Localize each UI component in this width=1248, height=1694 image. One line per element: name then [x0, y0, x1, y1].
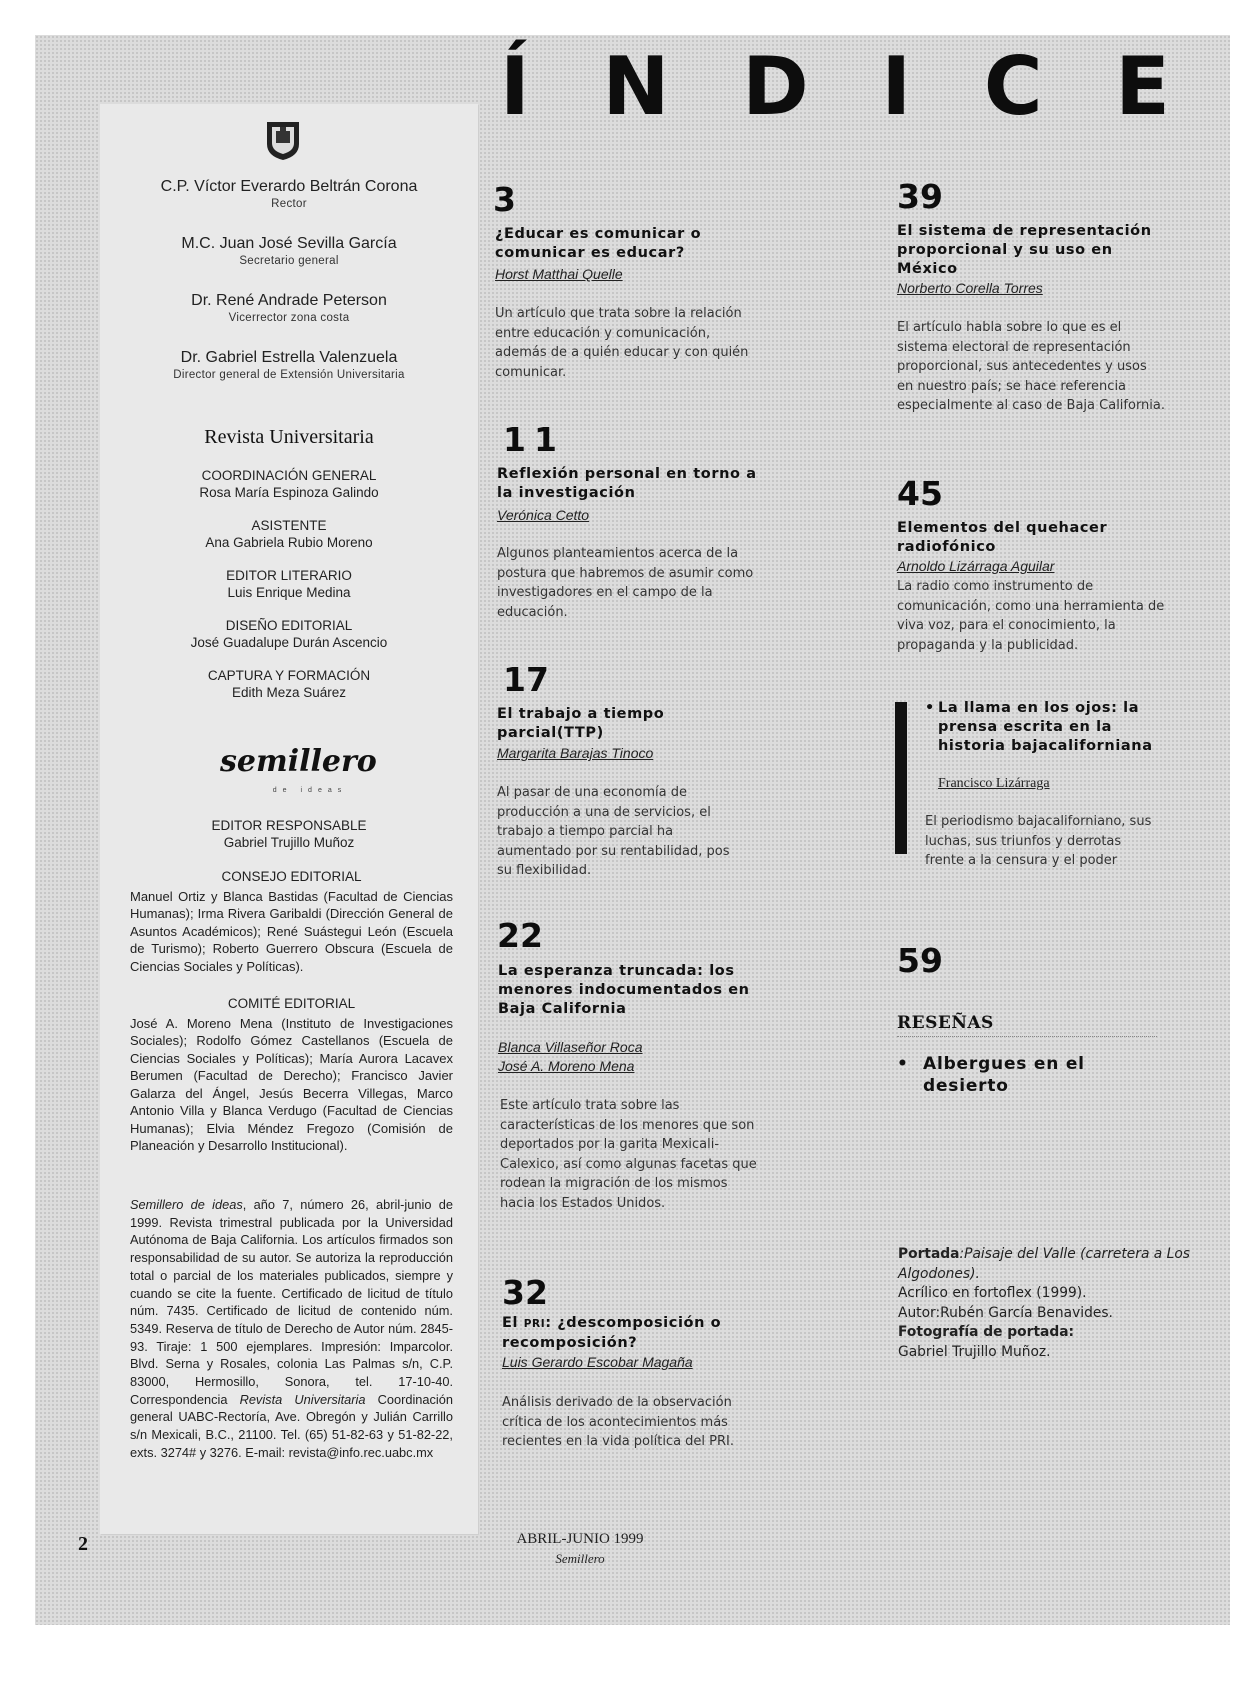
title-letter: N: [602, 40, 670, 133]
cover-medium: Acrílico en fortoflex (1999).: [898, 1285, 1087, 1301]
credit-label: ASISTENTE: [251, 518, 327, 533]
title-part-small: PRI: [523, 1318, 546, 1330]
article-description: Este artículo trata sobre las características de los menores que son deportados por la garita Mexicali-Calexico, así como algunas facetas que rodean la migración de los mismos hacia los Estados Unidos.: [500, 1098, 757, 1211]
page-number-11: 11: [503, 420, 565, 459]
article-title: El trabajo a tiempo parcial(TTP): [497, 706, 665, 741]
title-letter: C: [983, 40, 1043, 133]
semillero-logo: semillero: [220, 744, 377, 779]
title-part: El: [502, 1315, 524, 1331]
title-letter: I: [881, 40, 912, 133]
official-2: [100, 235, 478, 267]
article-author: Arnoldo Lizárraga Aguilar: [897, 558, 1055, 574]
credit-value: Ana Gabriela Rubio Moreno: [205, 535, 373, 550]
article-description: Algunos planteamientos acerca de la postura que habremos de asumir como investigadores en el campo de la educación.: [497, 546, 754, 620]
title-part: : ¿descomposición o recomposición?: [502, 1315, 722, 1351]
article-description: La radio como instrumento de comunicación, como una herramienta de viva voz, para el conocimiento, la propaganda y la publicidad.: [897, 579, 1165, 653]
official-3: [100, 292, 478, 324]
credit-value: Rosa María Espinoza Galindo: [199, 485, 379, 500]
credit-label: DISEÑO EDITORIAL: [225, 618, 353, 633]
resenas-divider: [897, 1036, 1157, 1037]
portada-text: :Paisaje del Valle (carretera a Los Algodones).: [898, 1246, 1190, 1282]
article-author: Luis Gerardo Escobar Magaña: [502, 1354, 693, 1370]
credit-label: EDITOR LITERARIO: [226, 568, 352, 583]
article-description: Un artículo que trata sobre la relación entre educación y comunicación, además de a quién educar y con quién comunicar.: [495, 306, 749, 380]
article-title: La esperanza truncada: los menores indocumentados en Baja California: [498, 963, 750, 1017]
cover-portada: [898, 1245, 1198, 1284]
editor-responsable: [100, 818, 478, 850]
index-title: [500, 40, 1170, 133]
masthead-panel: [100, 104, 478, 1534]
consejo-label: CONSEJO EDITORIAL: [221, 869, 362, 884]
official-role: Director general de Extensión Universitaria: [173, 369, 405, 381]
sidebar-accent-bar: [895, 702, 907, 854]
article-author: Francisco Lizárraga: [938, 776, 1050, 791]
article-description: Análisis derivado de la observación crítica de los acontecimientos más recientes en la vida política del PRI.: [502, 1395, 735, 1450]
credit-label: CAPTURA Y FORMACIÓN: [207, 668, 371, 683]
portada-label: Portada: [898, 1246, 960, 1262]
official-name: Dr. René Andrade Peterson: [191, 292, 387, 309]
title-letter: E: [1115, 40, 1170, 133]
official-role: Rector: [271, 198, 307, 210]
article-description: El periodismo bajacaliforniano, sus luchas, sus triunfos y derrotas frente a la censura y el poder: [925, 814, 1152, 869]
title-letter: Í: [500, 40, 530, 133]
credit-value: Luis Enrique Medina: [227, 585, 351, 600]
comite-label: COMITÉ EDITORIAL: [227, 996, 356, 1011]
page-number-32: 32: [502, 1273, 548, 1312]
foto-label: Fotografía de portada: [898, 1324, 1069, 1340]
credit-captura: [100, 668, 478, 700]
page-number-45: 45: [897, 474, 943, 513]
credit-coordinacion: [100, 468, 478, 500]
bullet: •: [897, 1054, 909, 1074]
page-number-17: 17: [503, 660, 549, 699]
credit-label: COORDINACIÓN GENERAL: [201, 468, 377, 483]
footer-date: ABRIL-JUNIO 1999: [516, 1531, 644, 1547]
bullet: •: [925, 700, 935, 716]
article-author: Horst Matthai Quelle: [495, 266, 623, 282]
credit-diseno: [100, 618, 478, 650]
consejo-text: Manuel Ortiz y Blanca Bastidas (Facultad de Ciencias Humanas); Irma Rivera Garibaldi (Dirección General de Asuntos Académicos); René Suástegui León (Escuela de Turismo); Roberto Guerrero Obscura (Escuela de Ciencias Sociales y Políticas).: [130, 888, 453, 974]
footer-logo: Semillero: [555, 1551, 605, 1566]
credit-value: Edith Meza Suárez: [231, 685, 347, 700]
page-number-3: 3: [493, 180, 516, 219]
official-role: Vicerrector zona costa: [228, 312, 350, 324]
comite-text: José A. Moreno Mena (Instituto de Investigaciones Sociales); Rodolfo Gómez Castellanos (Escuela de Ciencias Sociales y Políticas); María Aurora Lacavex Berumen (Facultad de Derecho); Francisco Javier Galarza del Ángel, Jesús Becerra Villegas, Marco Antonio Villa y Blanca Verdugo (Facultad de Ciencias Humanas); Elvia Méndez Fregozo (Comisión de Planeación y Desarrollo Institucional).: [130, 1015, 453, 1153]
university-seal-icon: [263, 118, 303, 162]
article-author: Verónica Cetto: [497, 507, 590, 523]
article-author: Blanca Villaseñor Roca: [498, 1039, 643, 1055]
article-title: El sistema de representación proporcional y su uso en México: [897, 223, 1152, 277]
editor-value: Gabriel Trujillo Muñoz: [223, 835, 355, 850]
article-author: Norberto Corella Torres: [897, 280, 1043, 296]
article-title: ¿Educar es comunicar o comunicar es educar?: [495, 226, 702, 261]
cover-foto: Fotografía de portada:: [898, 1324, 1075, 1340]
colophon-italic-2: Revista Universitaria: [239, 1391, 366, 1407]
consejo-editorial: [130, 868, 453, 975]
cover-autor: Autor:Rubén García Benavides.: [898, 1304, 1113, 1321]
cover-credits: [898, 1245, 1198, 1362]
page-number-22: 22: [497, 916, 543, 955]
page-number: 2: [78, 1533, 88, 1555]
colophon-text-2: Coordinación general UABC-Rectoría, Ave. Obregón y Julián Carrillo s/n Mexicali, B.C., 21100. Tel. (65) 51-82-63 y 51-82-22, exts. 3274# y 3276. E-mail: revista@info.rec.uabc.mx: [130, 1391, 454, 1460]
official-4: [100, 349, 478, 381]
article-author-2: José A. Moreno Mena: [498, 1058, 635, 1074]
credit-editor-literario: [100, 568, 478, 600]
resena-item: Albergues en el desierto: [923, 1054, 1085, 1096]
colophon-text: , año 7, número 26, abril-junio de 1999. Revista trimestral publicada por la Universidad Autónoma de Baja California. Los artículos firmados son responsabilidad de su autor. Se autoriza la reproducción total o parcial de los materiales publicados, siempre y cuando se cite la fuente. Certificado de licitud de título núm. 7435. Certificado de licitud de contenido núm. 5349. Reserva de título de Derecho de Autor núm. 2845-93. Tiraje: 1 500 ejemplares. Impresión: Imparcolor. Blvd. Serna y Rosales, colonia Las Palmas s/n, C.P. 83000, Hermosillo, Sonora, tel. 17-10-40. Correspondencia: [130, 1197, 453, 1407]
credit-value: José Guadalupe Durán Ascencio: [190, 635, 388, 650]
official-role: Secretario general: [239, 255, 339, 267]
official-name: Dr. Gabriel Estrella Valenzuela: [180, 349, 398, 366]
official-name: M.C. Juan José Sevilla García: [181, 235, 397, 252]
article-description: Al pasar de una economía de producción a una de servicios, el trabajo a tiempo parcial ha aumentado por su rentabilidad, pos su flexibilidad.: [497, 785, 730, 879]
article-title: Reflexión personal en torno a la investigación: [497, 466, 757, 501]
official-name: C.P. Víctor Everardo Beltrán Corona: [160, 178, 418, 195]
credit-asistente: [100, 518, 478, 550]
resenas-heading: RESEÑAS: [897, 1013, 994, 1033]
article-title: La llama en los ojos: la prensa escrita en la historia bajacaliforniana: [938, 700, 1153, 754]
colophon-italic: Semillero de ideas: [130, 1197, 243, 1212]
article-title: Elementos del quehacer radiofónico: [897, 520, 1108, 555]
official-1: [100, 178, 478, 210]
semillero-logo-sub: de ideas: [272, 787, 348, 794]
page-number-59: 59: [897, 941, 943, 980]
editor-label: EDITOR RESPONSABLE: [211, 818, 367, 833]
comite-editorial: [130, 995, 453, 1155]
revista-heading: Revista Universitaria: [204, 426, 374, 448]
colophon: [130, 1196, 453, 1462]
page-number-39: 39: [897, 177, 943, 216]
cover-foto-value: Gabriel Trujillo Muñoz.: [898, 1343, 1051, 1360]
article-author: Margarita Barajas Tinoco: [497, 745, 654, 761]
title-letter: D: [742, 40, 809, 133]
article-description: El artículo habla sobre lo que es el sistema electoral de representación proporcional, sus antecedentes y usos en nuestro país; se hace referencia especialmente al caso de Baja California.: [897, 320, 1166, 414]
article-title: [502, 1314, 772, 1353]
